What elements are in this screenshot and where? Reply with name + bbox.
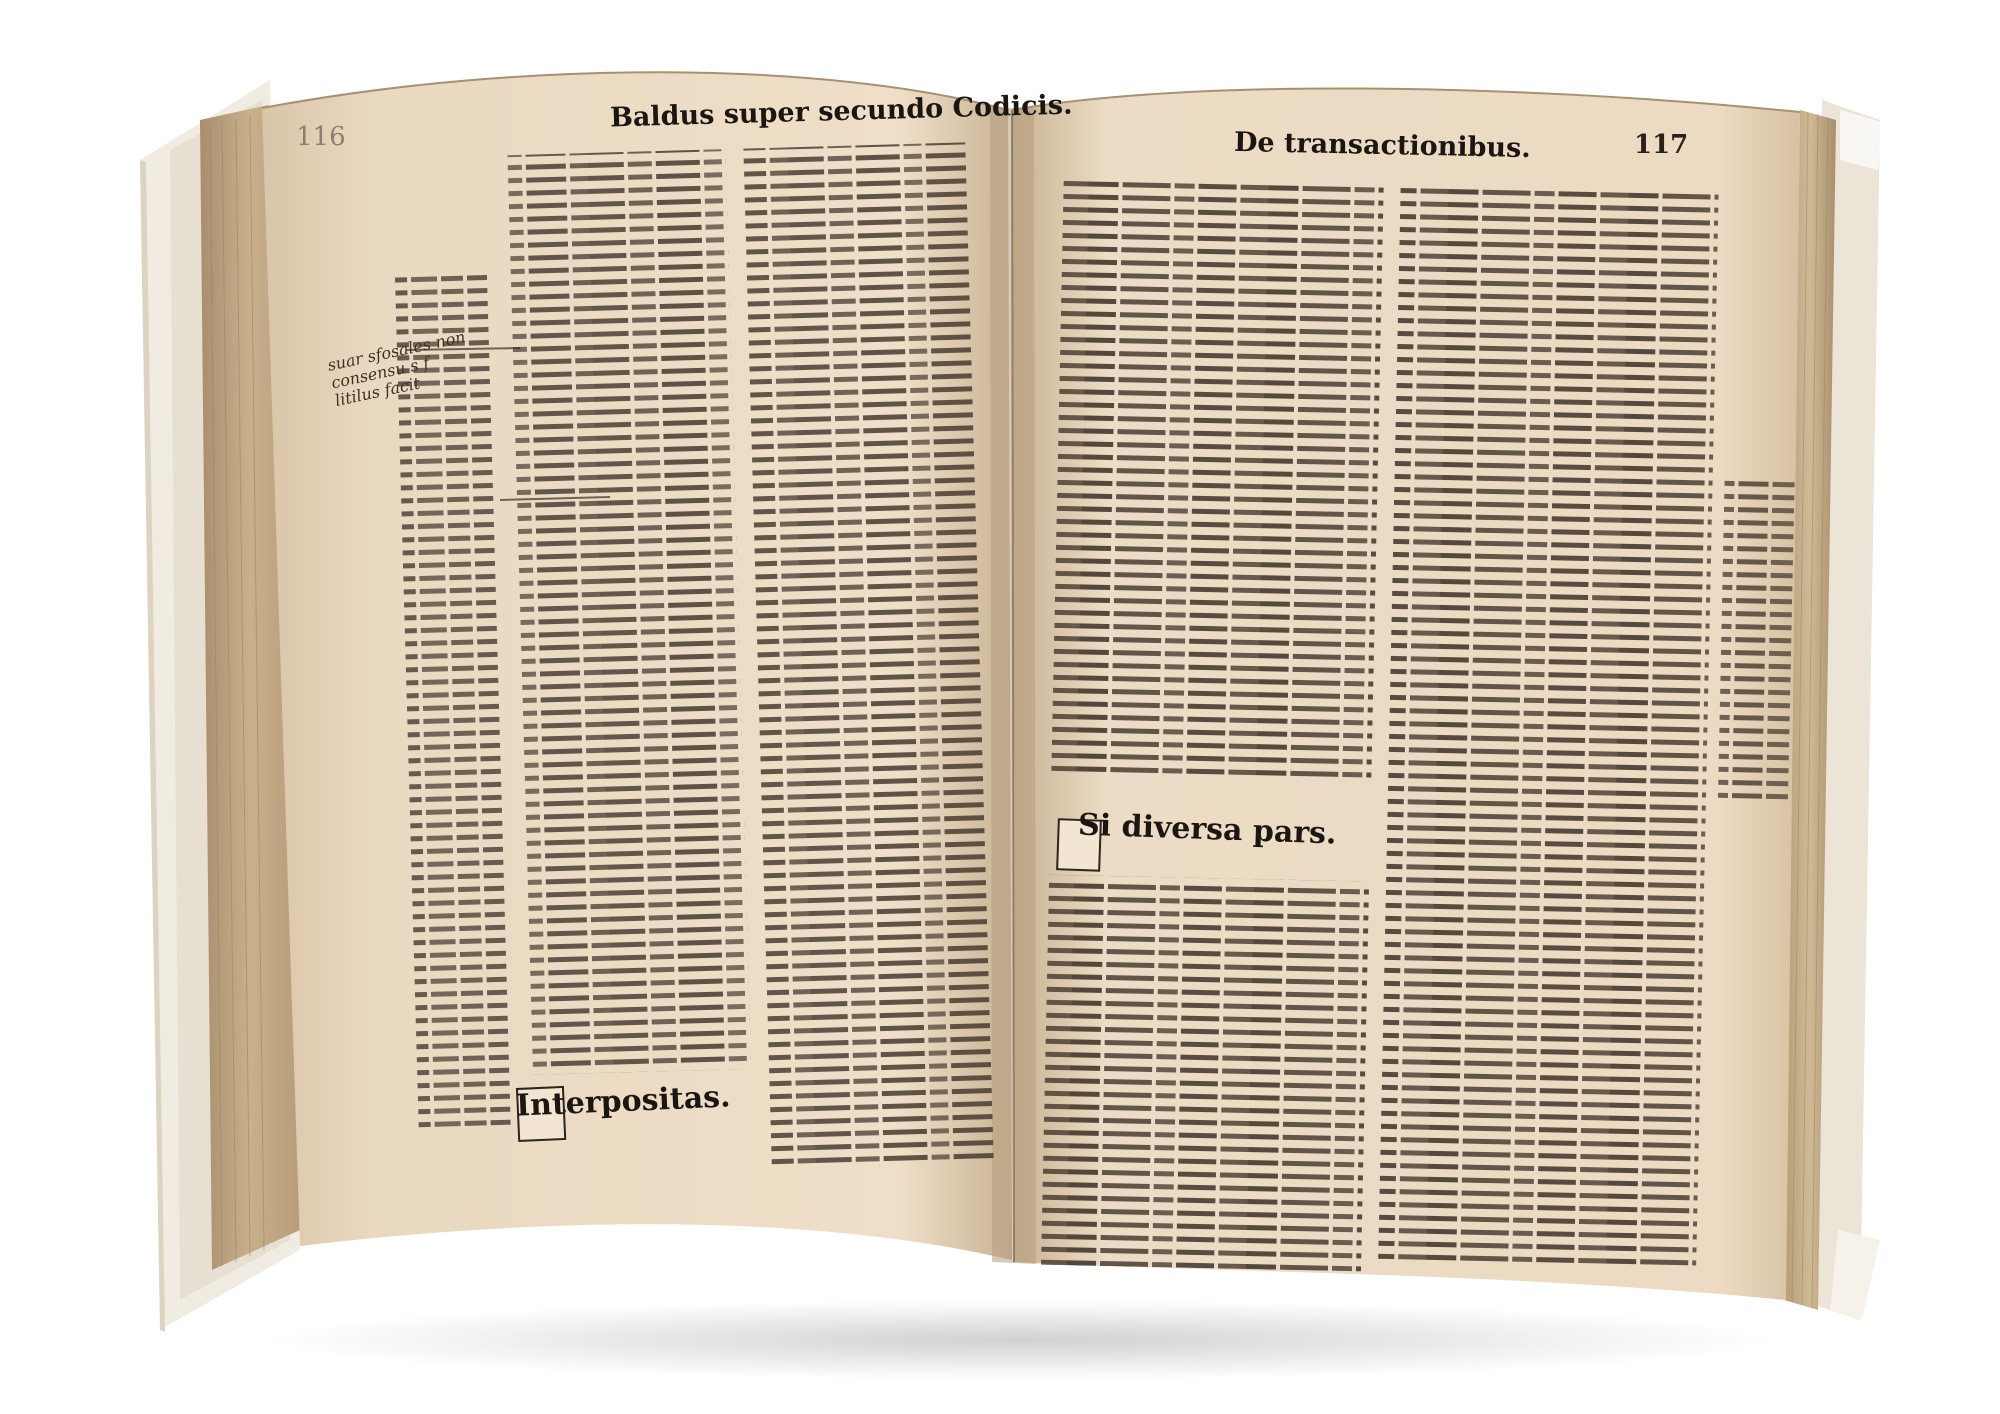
right-page-number: 117 bbox=[1634, 130, 1689, 160]
left-running-head: Baldus super secundo Codicis. bbox=[609, 89, 1073, 134]
left-page-number: 116 bbox=[296, 122, 346, 152]
right-section-heading: Si diversa pars. bbox=[1077, 807, 1338, 852]
right-running-head: De transactionibus. bbox=[1233, 126, 1531, 165]
handwritten-marginal-note: suar sfosales non consensu s f litilus facit bbox=[325, 327, 468, 411]
left-lemma-heading: Interpositas. bbox=[515, 1079, 732, 1124]
